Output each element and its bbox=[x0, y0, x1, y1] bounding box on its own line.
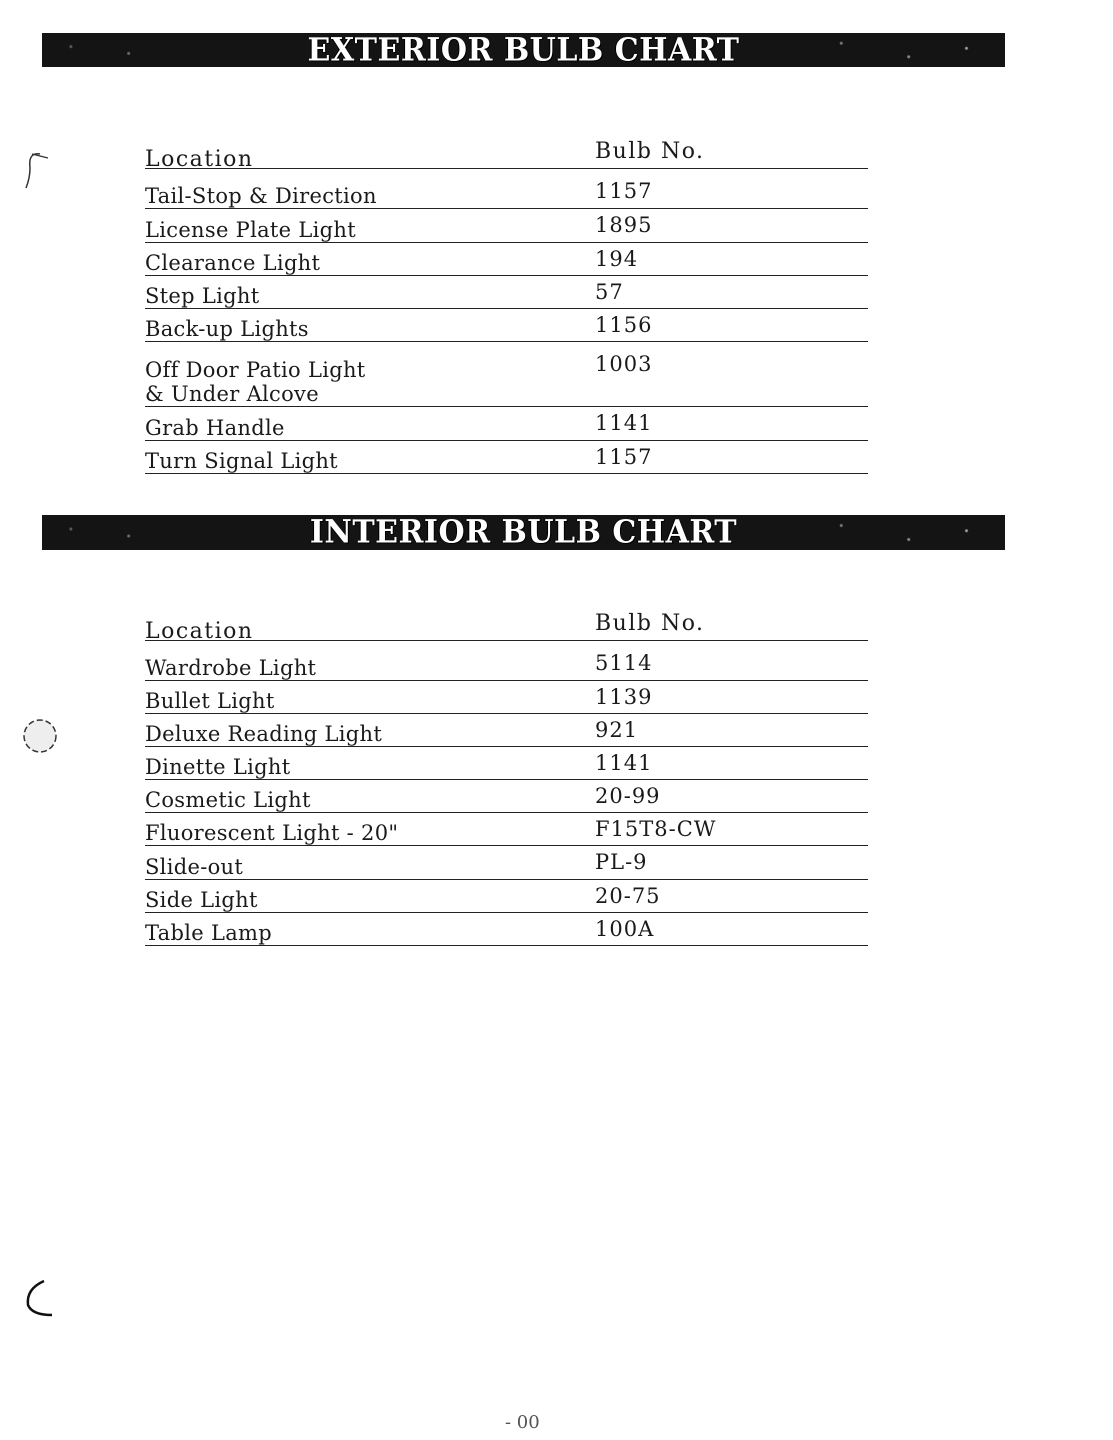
row-bulb-number: 20-99 bbox=[595, 784, 661, 808]
binder-hole-mark-top bbox=[18, 148, 58, 198]
table-row bbox=[145, 342, 868, 407]
location-column-header: Location bbox=[145, 619, 254, 644]
row-bulb-number: 1003 bbox=[595, 352, 653, 376]
row-bulb-number: 1157 bbox=[595, 179, 653, 203]
row-location: Back-up Lights bbox=[145, 317, 309, 341]
table-row bbox=[145, 407, 868, 441]
row-location: Tail-Stop & Direction bbox=[145, 184, 377, 208]
table-row bbox=[145, 747, 868, 780]
row-location: Bullet Light bbox=[145, 689, 275, 713]
row-bulb-number: 5114 bbox=[595, 651, 653, 675]
table-row bbox=[145, 276, 868, 309]
row-location: Table Lamp bbox=[145, 921, 272, 945]
table-row bbox=[145, 175, 868, 209]
row-bulb-number: 1895 bbox=[595, 213, 653, 237]
exterior-table-header bbox=[145, 139, 868, 172]
interior-chart-banner bbox=[42, 515, 1005, 550]
exterior-table-body bbox=[145, 175, 868, 474]
row-location: Deluxe Reading Light bbox=[145, 722, 383, 746]
table-row bbox=[145, 209, 868, 243]
row-bulb-number: 1157 bbox=[595, 445, 653, 469]
row-bulb-number: 1139 bbox=[595, 685, 653, 709]
table-row bbox=[145, 880, 868, 913]
row-bulb-number: 921 bbox=[595, 718, 639, 742]
bulb-column-header: Bulb No. bbox=[595, 611, 705, 636]
interior-table-header bbox=[145, 611, 868, 644]
page-number: - 00 bbox=[505, 1412, 540, 1433]
row-location: Side Light bbox=[145, 888, 258, 912]
table-row bbox=[145, 681, 868, 714]
interior-bulb-table bbox=[145, 612, 868, 946]
row-bulb-number: 57 bbox=[595, 280, 624, 304]
row-location: Wardrobe Light bbox=[145, 656, 317, 680]
interior-table-body bbox=[145, 647, 868, 946]
interior-chart-title: INTERIOR BULB CHART bbox=[309, 514, 738, 551]
row-location: Fluorescent Light - 20" bbox=[145, 821, 399, 845]
table-row bbox=[145, 441, 868, 474]
row-bulb-number: 1156 bbox=[595, 313, 653, 337]
row-location: Clearance Light bbox=[145, 251, 321, 275]
row-location: Slide-out bbox=[145, 855, 244, 879]
table-row bbox=[145, 780, 868, 813]
table-row bbox=[145, 714, 868, 747]
table-row bbox=[145, 647, 868, 681]
row-bulb-number: 194 bbox=[595, 247, 639, 271]
row-bulb-number: 1141 bbox=[595, 751, 653, 775]
exterior-chart-banner bbox=[42, 33, 1005, 67]
location-column-header: Location bbox=[145, 147, 254, 172]
binder-hole-mark-bottom bbox=[18, 1275, 68, 1325]
row-location: Grab Handle bbox=[145, 416, 285, 440]
table-row bbox=[145, 813, 868, 846]
binder-hole-mark-middle bbox=[18, 712, 68, 762]
table-row bbox=[145, 846, 868, 880]
row-location: Turn Signal Light bbox=[145, 449, 338, 473]
row-location: Dinette Light bbox=[145, 755, 291, 779]
row-location: Step Light bbox=[145, 284, 260, 308]
exterior-chart-title: EXTERIOR BULB CHART bbox=[307, 31, 740, 69]
row-bulb-number: F15T8-CW bbox=[595, 817, 717, 841]
row-bulb-number: 100A bbox=[595, 917, 655, 941]
row-location: License Plate Light bbox=[145, 218, 356, 242]
row-location: Off Door Patio Light & Under Alcove bbox=[145, 358, 366, 406]
table-row bbox=[145, 913, 868, 946]
row-bulb-number: 20-75 bbox=[595, 884, 661, 908]
table-row bbox=[145, 243, 868, 276]
exterior-bulb-table bbox=[145, 140, 868, 474]
row-bulb-number: PL-9 bbox=[595, 850, 648, 874]
row-bulb-number: 1141 bbox=[595, 411, 653, 435]
table-row bbox=[145, 309, 868, 342]
row-location: Cosmetic Light bbox=[145, 788, 311, 812]
bulb-column-header: Bulb No. bbox=[595, 139, 705, 164]
